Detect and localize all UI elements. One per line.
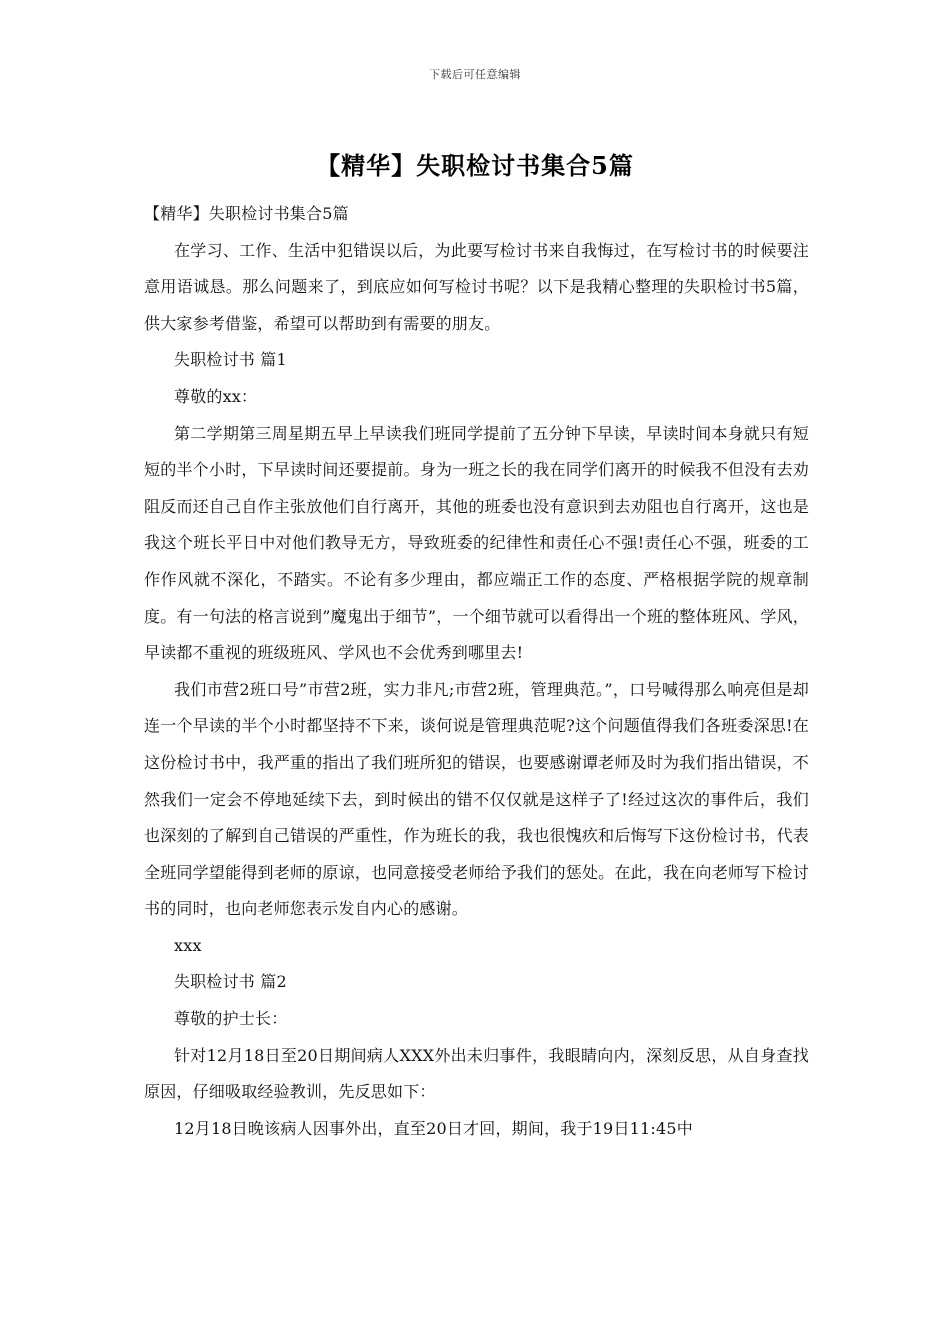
paragraph-body: 我们市营2班口号”市营2班，实力非凡;市营2班，管理典范。”，口号喊得那么响亮但是却连一个早读的半个小时都坚持不下来，谈何说是管理典范呢?这个问题值得我们各班委深思!在这份检讨书中，我严重的指出了我们班所犯的错误，也要感谢谭老师及时为我们指出错误，不然我们一定会不停地延续下去，到时候出的错不仅仅就是这样子了!经过这次的事件后，我们也深刻的了解到自己错误的严重性，作为班长的我，我也很愧疚和后悔写下这份检讨书，代表全班同学望能得到老师的原谅，也同意接受老师给予我们的惩处。在此，我在向老师写下检讨书的同时，也向老师您表示发自内心的感谢。 <box>144 679 809 919</box>
salutation-2: 尊敬的护士长： <box>174 1009 288 1029</box>
document-title: 【精华】失职检讨书集合5篇 <box>316 151 634 180</box>
paragraph-body: 第二学期第三周星期五早上早读我们班同学提前了五分钟下早读，早读时间本身就只有短短的半个小时，下早读时间还要提前。身为一班之长的我在同学们离开的时候我不但没有去劝阻反而还自己自作主张放他们自行离开，其他的班委也没有意识到去劝阻也自行离开，这也是我这个班长平日中对他们教导无方，导致班委的纪律性和责任心不强!责任心不强，班委的工作作风就不深化，不踏实。不论有多少理由，都应端正工作的态度、严格根据学院的规章制度。有一句法的格言说到”魔鬼出于细节”，一个细节就可以看得出一个班的整体班风、学风，早读都不重视的班级班风、学风也不会优秀到哪里去! <box>144 423 809 663</box>
document-body <box>144 196 809 1147</box>
paragraph-body: 12月18日晚该病人因事外出，直至20日才回，期间，我于19日11:45中 <box>174 1118 693 1138</box>
section-heading-2: 失职检讨书 篇2 <box>174 972 287 992</box>
signature-1: xxx <box>174 935 202 955</box>
paragraph-intro: 在学习、工作、生活中犯错误以后，为此要写检讨书来自我悔过，在写检讨书的时候要注意用语诚恳。那么问题来了，到底应如何写检讨书呢？以下是我精心整理的失职检讨书5篇，供大家参考借鉴，希望可以帮助到有需要的朋友。 <box>144 240 809 333</box>
salutation-1: 尊敬的xx： <box>174 386 258 406</box>
page-header-note: 下载后可任意编辑 <box>429 68 521 81</box>
section-heading-1: 失职检讨书 篇1 <box>174 350 287 370</box>
paragraph-subtitle: 【精华】失职检讨书集合5篇 <box>144 204 349 223</box>
paragraph-body: 针对12月18日至20日期间病人XXX外出未归事件，我眼睛向内，深刻反思，从自身查找原因，仔细吸取经验教训，先反思如下： <box>144 1045 809 1102</box>
